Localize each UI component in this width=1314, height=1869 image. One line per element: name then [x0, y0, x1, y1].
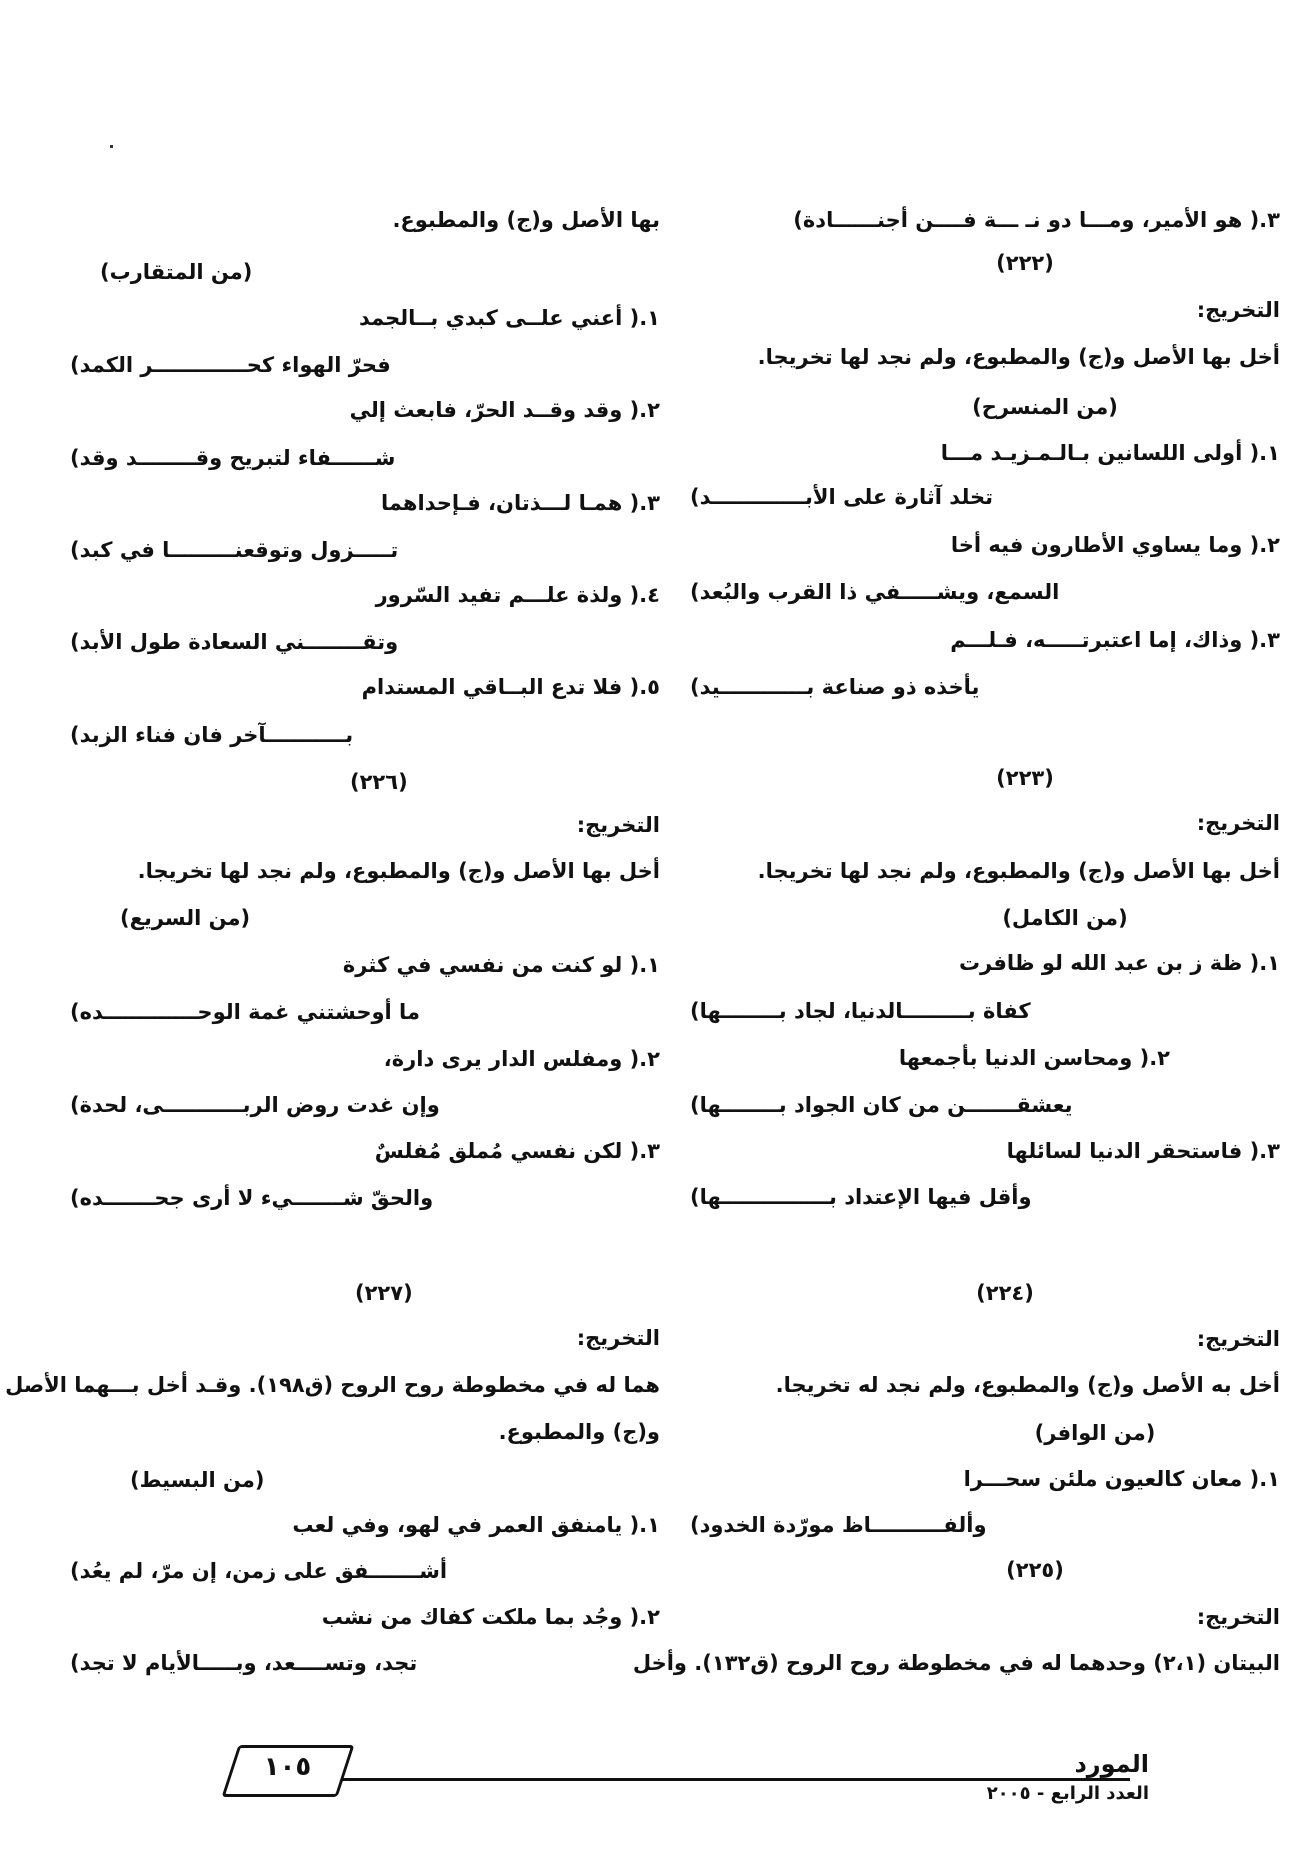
section-heading: التخريج: [576, 813, 660, 837]
note-text: أخل بها الأصل و(ج) والمطبوع، ولم نجد لها تخريجا. [757, 345, 1280, 369]
verse-line: ١.( لو كنت من نفسي في كثرة [342, 953, 660, 977]
entry-number: (٢٢٣) [996, 766, 1054, 790]
verse-line: فحرّ الهواء كحـــــــــــــر الكمد) [70, 353, 391, 377]
verse-line: ٢.( وما يساوي الأطارون فيه أخا [950, 533, 1280, 557]
section-heading: التخريج: [1196, 298, 1280, 322]
verse-line: أشـــــــفق على زمن، إن مرّ، لم يعُد) [70, 1559, 448, 1583]
meter-label: (من السريع) [120, 906, 251, 930]
verse-line: والحقّ شـــــــيء لا أرى جحـــــــده) [70, 1186, 434, 1210]
verse-line: ١.( أولى اللسانين بـالـمـزيـد مـــا [940, 441, 1280, 465]
entry-number: (٢٢٧) [355, 1281, 413, 1305]
verse-line: وأقل فيها الإعتداد بـــــــــــــــها) [690, 1185, 1032, 1209]
verse-line: ٣.( لكن نفسي مُملق مُفلسٌ [374, 1139, 660, 1163]
verse-line: تجد، وتســــعد، وبـــــالأيام لا تجد) [70, 1651, 418, 1675]
note-text: البيتان (٢،١) وحدهما له في مخطوطة روح الروح (ق١٣٢). وأخل [632, 1651, 1280, 1675]
verse-line: تـــــزول وتوقعنـــــــــا في كبد) [70, 538, 399, 562]
verse-line: يأخذه ذو صناعة بــــــــــــيد) [690, 675, 980, 699]
verse-line: ٣.( وذاك، إما اعتبرتـــــه، فـلـــم [950, 628, 1280, 652]
verse-line: شــــــفاء لتبريح وقــــــــد وقد) [70, 446, 396, 470]
meter-label: (من المنسرح) [972, 395, 1118, 419]
verse-line: السمع، ويشـــــفي ذا القرب والبُعد) [690, 580, 1060, 604]
note-text: أخل بها الأصل و(ج) والمطبوع، ولم نجد لها تخريجا. [137, 859, 660, 883]
footer-rule [330, 1778, 1130, 1781]
verse-line: كفاة بـــــــــالدنيا، لجاد بــــــــها) [690, 999, 1031, 1023]
entry-number: (٢٢٥) [1006, 1558, 1064, 1582]
verse-line: ١.( أعني علــى كبدي بــالجمد [358, 306, 660, 330]
meter-label: (من الكامل) [1002, 906, 1128, 930]
verse-line: ٢.( ومحاسن الدنيا بأجمعها [898, 1046, 1170, 1070]
note-text: بها الأصل و(ج) والمطبوع. [392, 208, 660, 232]
journal-title: المورد [1074, 1750, 1149, 1778]
verse-line: ٢.( ومفلس الدار يرى دارة، [383, 1047, 660, 1071]
verse-line: تخلد آثارة على الأبـــــــــــــد) [690, 485, 994, 509]
verse-line: ١.( معان كالعيون ملئن سحـــرا [963, 1467, 1280, 1491]
verse-line: ٣.( هو الأمير، ومـــا دو نـ ـــة فــــن أجنــــــادة) [793, 208, 1280, 232]
section-heading: التخريج: [576, 1326, 660, 1350]
meter-label: (من المتقارب) [100, 260, 253, 284]
verse-line: ١.( ظة ز بن عبد الله لو ظافرت [958, 951, 1280, 975]
verse-line: ٤.( ولذة علـــم تفيد السّرور [375, 583, 660, 607]
verse-line: بـــــــــــآخر فان فناء الزبد) [70, 723, 354, 747]
verse-line: ما أوحشتني غمة الوحـــــــــــــده) [70, 1000, 420, 1024]
meter-label: (من البسيط) [130, 1468, 265, 1492]
entry-number: (٢٢٤) [976, 1281, 1034, 1305]
meter-label: (من الوافر) [1034, 1421, 1156, 1445]
verse-line: وتقــــــــني السعادة طول الأبد) [70, 630, 399, 654]
entry-number: (٢٢٢) [996, 251, 1054, 275]
entry-number: (٢٢٦) [350, 770, 408, 794]
page-number: ١٠٥ [263, 1752, 312, 1782]
verse-line: ١.( يامنفق العمر في لهو، وفي لعب [292, 1513, 660, 1537]
note-text: أخل بها الأصل و(ج) والمطبوع، ولم نجد لها تخريجا. [757, 859, 1280, 883]
verse-line: ٣.( همـا لـــذتان، فـإحداهما [380, 491, 660, 515]
scan-speck [110, 145, 113, 148]
verse-line: يعشقـــــــن من كان الجواد بــــــــها) [690, 1093, 1073, 1117]
verse-line: ٥.( فلا تدع البــاقي المستدام [361, 675, 660, 699]
verse-line: ٣.( فاستحقر الدنيا لسائلها [1006, 1139, 1280, 1163]
verse-line: ٢.( وقد وقــد الحرّ، فابعث إلي [349, 398, 660, 422]
verse-line: وإن غدت روض الربـــــــــــى، لحدة) [70, 1093, 440, 1117]
note-text: أخل به الأصل و(ج) والمطبوع، ولم نجد له تخريجا. [775, 1373, 1280, 1397]
section-heading: التخريج: [1196, 811, 1280, 835]
section-heading: التخريج: [1196, 1605, 1280, 1629]
section-heading: التخريج: [1196, 1327, 1280, 1351]
note-text: هما له في مخطوطة روح الروح (ق١٩٨). وقـد أخل بـــهما الأصل [5, 1373, 660, 1397]
verse-line: ٢.( وجُد بما ملكت كفاك من نشب [321, 1605, 660, 1629]
issue-label: العدد الرابع - ٢٠٠٥ [986, 1783, 1149, 1804]
verse-line: وألفــــــــــاظ مورّدة الخدود) [690, 1513, 987, 1537]
note-text: و(ج) والمطبوع. [498, 1420, 660, 1444]
